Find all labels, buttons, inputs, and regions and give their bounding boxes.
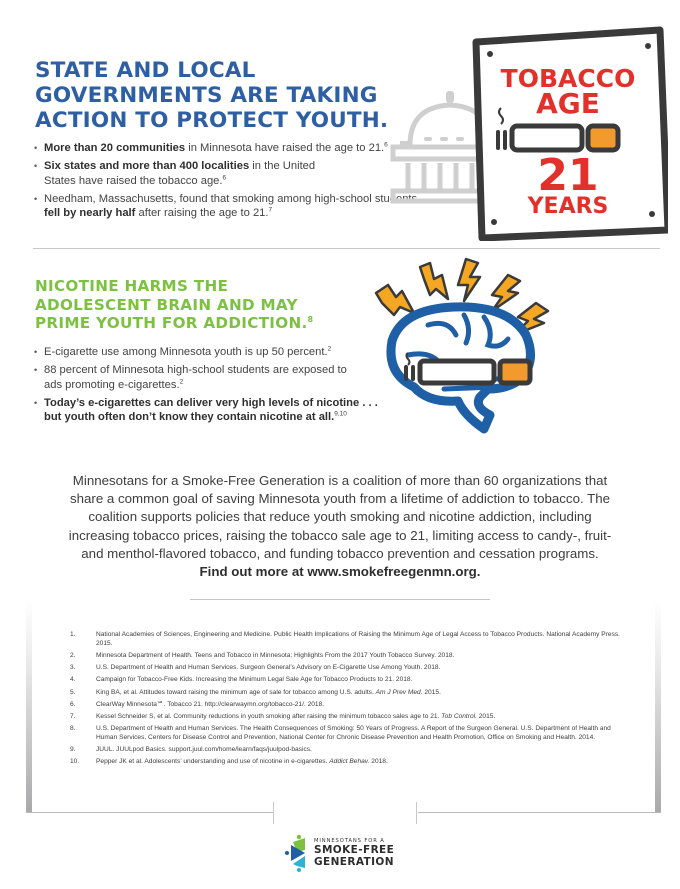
bullet-item bbox=[34, 363, 349, 392]
reference-number: 9. bbox=[70, 746, 76, 754]
sign-age-text: AGE bbox=[536, 87, 600, 120]
bullet-text: Needham, Massachusetts, found that smoking among high-school students bbox=[44, 192, 418, 205]
bullet-item bbox=[34, 345, 394, 360]
reference-text: U.S. Department of Health and Human Services. Surgeon General’s Advisory on E-Cigarette Use Among Youth. 2018. bbox=[96, 664, 441, 672]
reference-number: 6. bbox=[70, 700, 76, 708]
reference-year: 2018. bbox=[369, 758, 388, 766]
heading-line: GOVERNMENTS ARE TAKING bbox=[35, 83, 378, 108]
paragraph-divider bbox=[190, 599, 490, 600]
reference-item bbox=[70, 652, 630, 661]
references-list bbox=[70, 631, 630, 770]
heading-line: NICOTINE HARMS THE bbox=[35, 277, 229, 295]
sign-21-text: 21 bbox=[537, 150, 599, 201]
section-heading-nicotine bbox=[35, 277, 365, 333]
website-call-to-action: Find out more at www.smokefreegenmn.org. bbox=[199, 564, 481, 580]
citation-sup: 7 bbox=[268, 206, 273, 214]
bullet-bold: Six states and more than 400 localities bbox=[44, 160, 250, 172]
reference-item bbox=[70, 676, 630, 685]
reference-text: JUUL. JUULpod Basics. support.juul.com/home/learn/faqs/juulpod-basics. bbox=[96, 746, 312, 754]
references-panel-left-edge bbox=[26, 600, 32, 812]
heading-line: ACTION TO PROTECT YOUTH. bbox=[35, 108, 389, 133]
reference-item bbox=[70, 664, 630, 673]
references-panel-right-edge bbox=[655, 600, 661, 812]
reference-item bbox=[70, 631, 630, 649]
logo-title-line1: SMOKE-FREE bbox=[314, 844, 395, 856]
reference-item bbox=[70, 758, 630, 767]
logo-tagline: MINNESOTANS FOR A bbox=[314, 838, 385, 844]
reference-number: 5. bbox=[70, 688, 76, 696]
reference-year: 2015. bbox=[476, 712, 496, 720]
journal-name: Addict Behav. bbox=[329, 758, 370, 766]
reference-item bbox=[70, 713, 630, 722]
bullet-item bbox=[34, 192, 424, 221]
reference-text: National Academies of Sciences, Engineering and Medicine. Public Health Implications of Raising the Minimum Age of Legal Access to Tobacco Products. National Academy Press. 2015. bbox=[96, 631, 620, 647]
state-local-bullets bbox=[34, 141, 434, 224]
bullet-text: in Minnesota have raised the age to 21. bbox=[185, 142, 385, 154]
lightning-bolt-icon bbox=[376, 285, 414, 315]
reference-number: 1. bbox=[70, 631, 76, 638]
reference-text: ClearWay Minnesota℠. Tobacco 21. http://clearwaymn.org/tobacco-21/. 2018. bbox=[96, 700, 325, 708]
reference-number: 4. bbox=[70, 676, 76, 684]
sign-years-text: YEARS bbox=[527, 194, 609, 219]
reference-item bbox=[70, 725, 630, 743]
bullet-text: in the United States have raised the tobacco age. bbox=[44, 160, 316, 187]
sign-tobacco-text: TOBACCO bbox=[500, 64, 636, 93]
logo-separator bbox=[273, 802, 274, 824]
references-panel-bottom-line bbox=[26, 812, 273, 813]
bullet-text: 88 percent of Minnesota high-school students are exposed to ads promoting e-cigarettes. bbox=[44, 364, 347, 391]
citation-sup: 6 bbox=[384, 141, 388, 149]
citation-sup: 8 bbox=[307, 314, 314, 324]
bullet-item bbox=[34, 159, 324, 188]
coalition-description bbox=[60, 472, 620, 581]
reference-number: 8. bbox=[70, 725, 76, 733]
bullet-bold: More than 20 communities bbox=[44, 142, 186, 154]
reference-text: Minnesota Department of Health. Teens and Tobacco in Minnesota: Highlights From the 2017 Youth Tobacco Survey. 2018. bbox=[96, 651, 455, 659]
tobacco-age-21-sign bbox=[468, 26, 668, 241]
reference-number: 7. bbox=[70, 712, 76, 720]
journal-name: Am J Prev Med. bbox=[375, 688, 423, 696]
reference-text: Pepper JK et al. Adolescents’ understanding and use of nicotine in e-cigarettes. bbox=[96, 758, 330, 766]
reference-text: Kessel Schneider S, et al. Community reductions in youth smoking after raising the minimum tobacco sales age to 21. bbox=[96, 712, 442, 720]
reference-number: 2. bbox=[70, 651, 76, 659]
bullet-bold: Today’s e-cigarettes can deliver very high levels of nicotine . . . but youth often don’t know they contain nicotine at all. bbox=[44, 396, 378, 423]
citation-sup: 9,10 bbox=[334, 410, 347, 418]
brain-with-cigarette-icon bbox=[368, 255, 560, 445]
reference-year: 2015. bbox=[422, 688, 441, 696]
section-divider bbox=[33, 248, 660, 249]
bullet-text: E-cigarette use among Minnesota youth is up 50 percent. bbox=[44, 346, 328, 358]
reference-item bbox=[70, 746, 630, 755]
logo-title-line2: GENERATION bbox=[314, 856, 394, 868]
nicotine-bullets bbox=[34, 345, 394, 428]
bullet-text: after raising the age to 21. bbox=[135, 207, 269, 219]
reference-number: 3. bbox=[70, 664, 76, 672]
journal-name: Tob Control. bbox=[441, 712, 477, 720]
citation-sup: 2 bbox=[179, 377, 184, 385]
reference-text: King BA, et al. Attitudes toward raising the minimum age of sale for tobacco among U.S. adults. bbox=[96, 688, 376, 696]
references-panel-bottom-line bbox=[418, 812, 661, 813]
smoke-free-generation-logo bbox=[285, 834, 415, 872]
logo-separator bbox=[416, 802, 417, 824]
heading-line: ADOLESCENT BRAIN AND MAY bbox=[35, 295, 298, 314]
bullet-item bbox=[34, 141, 434, 156]
citation-sup: 2 bbox=[327, 345, 332, 353]
reference-item bbox=[70, 689, 630, 698]
coalition-text: Minnesotans for a Smoke-Free Generation is a coalition of more than 60 organizations that share a common goal of saving Minnesota youth from a lifetime of addiction to tobacco. The coalition supports policies that reduce youth smoking and nicotine addiction, including increasing tobacco prices, raising the tobacco sale age to 21, limiting access to candy-, fruit- and menthol-flavored tobacco, and funding tobacco prevention and cessation programs. bbox=[68, 473, 612, 561]
reference-text: U.S. Department of Health and Human Services. The Health Consequences of Smoking: 50 Years of Progress. A Report of the Surgeon General. U.S. Department of Health and Human Services, Centers for Disease Control and Prevention, National Center for Chronic Disease Prevention and Health Promotion, Office on Smoking and Health. 2014. bbox=[96, 725, 611, 741]
citation-sup: 6 bbox=[222, 173, 227, 181]
heading-line: PRIME YOUTH FOR ADDICTION. bbox=[35, 314, 308, 332]
reference-text: Campaign for Tobacco-Free Kids. Increasing the Minimum Legal Sale Age for Tobacco Products to 21. 2018. bbox=[96, 676, 413, 684]
bullet-item bbox=[34, 396, 389, 425]
bullet-bold: fell by nearly half bbox=[44, 207, 136, 219]
heading-line: STATE AND LOCAL bbox=[35, 58, 256, 83]
reference-number: 10. bbox=[70, 758, 80, 766]
logo-mark-icon bbox=[285, 834, 311, 872]
reference-item bbox=[70, 701, 630, 710]
